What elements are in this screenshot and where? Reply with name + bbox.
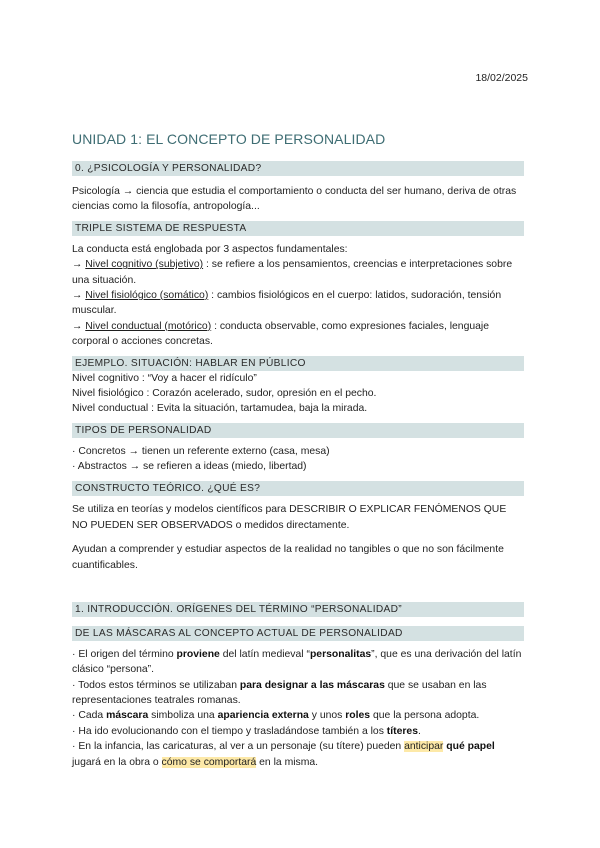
section-heading-triple-sistema: TRIPLE SISTEMA DE RESPUESTA bbox=[72, 221, 524, 236]
content bbox=[72, 161, 524, 770]
paragraph-psicologia: Psicología → ciencia que estudia el comportamiento o conducta del ser humano, deriva de otras ciencias como la filosofía, antropología... bbox=[72, 186, 517, 213]
page-title: UNIDAD 1: EL CONCEPTO DE PERSONALIDAD bbox=[72, 131, 386, 147]
list-item-conductual: → Nivel conductual (motórico) : conducta observable, como expresiones faciales, lenguaje corporal o acciones concretas. bbox=[72, 320, 490, 348]
section-heading-ejemplo: EJEMPLO. SITUACIÓN: HABLAR EN PÚBLICO bbox=[72, 356, 524, 371]
bullet-mascaras: · Todos estos términos se utilizaban para designar a las máscaras que se usaban en las representaciones teatrales romanas. bbox=[72, 679, 487, 706]
date: 18/02/2025 bbox=[475, 72, 528, 84]
list-item-fisiologico: → Nivel fisiológico (somático) : cambios fisiológicos en el cuerpo: latidos, sudoración, tensión muscular. bbox=[72, 290, 502, 317]
bullet-titeres: · Ha ido evolucionando con el tiempo y trasladándose también a los títeres. bbox=[72, 725, 421, 737]
bullet-infancia: · En la infancia, las caricaturas, al ver a un personaje (su títere) pueden anticipar qué papel jugará en la obra o cómo se comportará en la misma. bbox=[72, 741, 495, 768]
term-nivel-conductual: Nivel conductual (motórico) bbox=[85, 320, 212, 332]
section-heading-psicologia: 0. ¿PSICOLOGÍA Y PERSONALIDAD? bbox=[72, 161, 524, 176]
tipos-line: · Abstractos → se refieren a ideas (miedo, libertad) bbox=[72, 461, 307, 473]
constructo-paragraph-1: Se utiliza en teorías y modelos científicos para DESCRIBIR O EXPLICAR FENÓMENOS QUE NO PUEDEN SER OBSERVADOS o medidos directamente. bbox=[72, 503, 507, 531]
section-heading-constructo: CONSTRUCTO TEÓRICO. ¿QUÉ ES? bbox=[72, 481, 524, 496]
bullet-apariencia: · Cada máscara simboliza una apariencia externa y unos roles que la persona adopta. bbox=[72, 710, 480, 722]
ejemplo-line: Nivel conductual : Evita la situación, tartamudea, baja la mirada. bbox=[72, 403, 368, 415]
section-heading-introduccion: 1. INTRODUCCIÓN. ORÍGENES DEL TÉRMINO “PERSONALIDAD” bbox=[72, 602, 524, 617]
triple-intro: La conducta está englobada por 3 aspectos fundamentales: bbox=[72, 243, 348, 255]
ejemplo-line: Nivel fisiológico : Corazón acelerado, sudor, opresión en el pecho. bbox=[72, 388, 377, 400]
term-nivel-cognitivo: Nivel cognitivo (subjetivo) bbox=[85, 259, 204, 271]
section-heading-tipos: TIPOS DE PERSONALIDAD bbox=[72, 423, 524, 438]
ejemplo-line: Nivel cognitivo : “Voy a hacer el ridículo” bbox=[72, 372, 257, 384]
highlight-como-se-comportara: cómo se comportará bbox=[161, 756, 257, 768]
highlight-anticipar: anticipar bbox=[404, 741, 444, 753]
tipos-line: · Concretos → tienen un referente externo (casa, mesa) bbox=[72, 445, 330, 457]
term-nivel-fisiologico: Nivel fisiológico (somático) bbox=[85, 290, 209, 302]
constructo-paragraph-2: Ayudan a comprender y estudiar aspectos de la realidad no tangibles o que no son fácilmente cuantificables. bbox=[72, 543, 504, 571]
bullet-origen: · El origen del término proviene del latín medieval “personalitas”, que es una derivación del latín clásico “persona”. bbox=[72, 648, 522, 676]
subsection-heading-mascaras: DE LAS MÁSCARAS AL CONCEPTO ACTUAL DE PERSONALIDAD bbox=[72, 626, 524, 641]
list-item-cognitivo: → Nivel cognitivo (subjetivo) : se refiere a los pensamientos, creencias e interpretaciones sobre una situación. bbox=[72, 259, 513, 286]
